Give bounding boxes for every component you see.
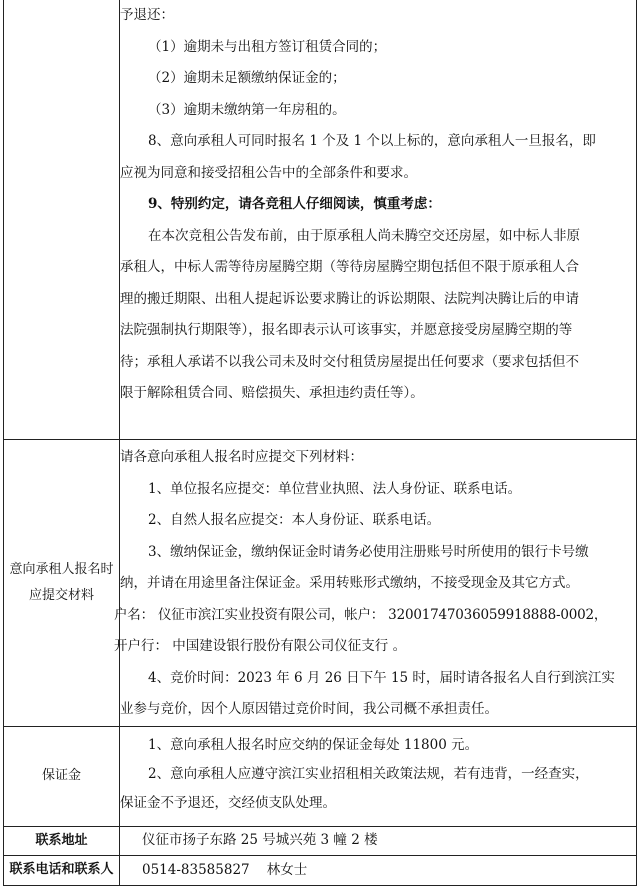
materials-intro: 请各意向承租人报名时应提交下列材料：	[120, 449, 363, 465]
materials-label	[4, 440, 120, 727]
clause-9-line-1: 在本次竞租公告发布前，由于原承租人尚未腾空交还房屋，如中标人非原	[148, 227, 580, 244]
deposit-item-1: 1、意向承租人报名时应交纳的保证金每处 11800 元。	[148, 736, 479, 753]
materials-item-1: 1、单位报名应提交：单位营业执照、法人身份证、联系电话。	[148, 480, 522, 497]
bidding-time-line-1: 4、竞价时间：2023 年 6 月 26 日下午 15 时，届时请各报名人自行到滨江实	[148, 669, 615, 686]
terms-label-cell	[4, 0, 120, 440]
deposit-label: 保证金	[4, 726, 120, 826]
materials-item-3-line-1: 3、缴纳保证金，缴纳保证金时请务必使用注册账号时所使用的银行卡号缴	[148, 543, 589, 560]
terms-row	[4, 0, 637, 440]
refund-condition-1: （1）逾期未与出租方签订租赁合同的；	[148, 38, 387, 55]
materials-row	[4, 440, 637, 727]
clause-9-heading: 9、特别约定，请各竞租人仔细阅读，慎重考虑：	[148, 196, 441, 212]
address-label: 联系地址	[4, 826, 120, 855]
deposit-item-2-line-1: 2、意向承租人应遵守滨江实业招租相关政策法规，若有违背，一经查实，	[148, 765, 589, 782]
address-value: 仪征市扬子东路 25 号城兴苑 3 幢 2 楼	[142, 832, 378, 848]
bank-line: 开户行： 中国建设银行股份有限公司仪征支行 。	[114, 638, 407, 654]
refund-intro-line: 予退还：	[120, 7, 174, 23]
deposit-content-cell	[120, 726, 637, 826]
contact-value: 0514-83585827 林女士	[142, 862, 308, 878]
materials-label-line-1: 意向承租人报名时	[9, 561, 114, 577]
contact-row	[4, 855, 637, 885]
address-value-cell	[120, 826, 637, 855]
deposit-item-2-line-2: 保证金不予退还，交经侦支队处理。	[120, 794, 336, 811]
deposit-row	[4, 726, 637, 826]
clause-9-line-6: 限于解除租赁合同、赔偿损失、承担违约责任等）。	[120, 385, 424, 401]
bidding-time-line-2: 业参与竞价，因个人原因错过竞价时间，我公司概不承担责任。	[120, 701, 498, 717]
refund-condition-2: （2）逾期未足额缴纳保证金的；	[148, 70, 346, 86]
clause-8-line-2: 应视为同意和接受招租公告中的全部条件和要求。	[120, 164, 417, 181]
refund-condition-3: （3）逾期未缴纳第一年房租的。	[148, 101, 346, 118]
terms-content-cell	[120, 0, 637, 440]
clause-9-line-5: 待；承租人承诺不以我公司未及时交付租赁房屋提出任何要求（要求包括但不	[120, 353, 579, 370]
rental-terms-table	[3, 0, 637, 886]
clause-9-line-4: 法院强制执行期限等），报名即表示认可该事实，并愿意接受房屋腾空期的等	[120, 322, 573, 338]
materials-item-3-line-2: 纳，并请在用途里备注保证金。采用转账形式缴纳，不接受现金及其它方式。	[120, 575, 579, 591]
address-row	[4, 826, 637, 855]
materials-label-line-2: 应提交材料	[28, 587, 94, 603]
account-name-line: 户名： 仪征市滨江实业投资有限公司，帐户： 32001747036059918888-0002，	[114, 606, 608, 623]
materials-item-2: 2、自然人报名应提交：本人身份证、联系电话。	[148, 512, 441, 528]
clause-8-line-1: 8、意向承租人可同时报名 1 个及 1 个以上标的，意向承租人一旦报名，即	[148, 133, 596, 149]
materials-content-cell	[114, 440, 637, 727]
clause-9-line-3: 理的搬迁期限、出租人提起诉讼要求腾让的诉讼期限、法院判决腾让后的申请	[120, 290, 579, 307]
clause-9-line-2: 承租人，中标人需等待房屋腾空期（等待房屋腾空期包括但不限于原承租人合	[120, 259, 579, 275]
contact-label: 联系电话和联系人	[4, 855, 120, 885]
contact-value-cell	[120, 855, 637, 885]
